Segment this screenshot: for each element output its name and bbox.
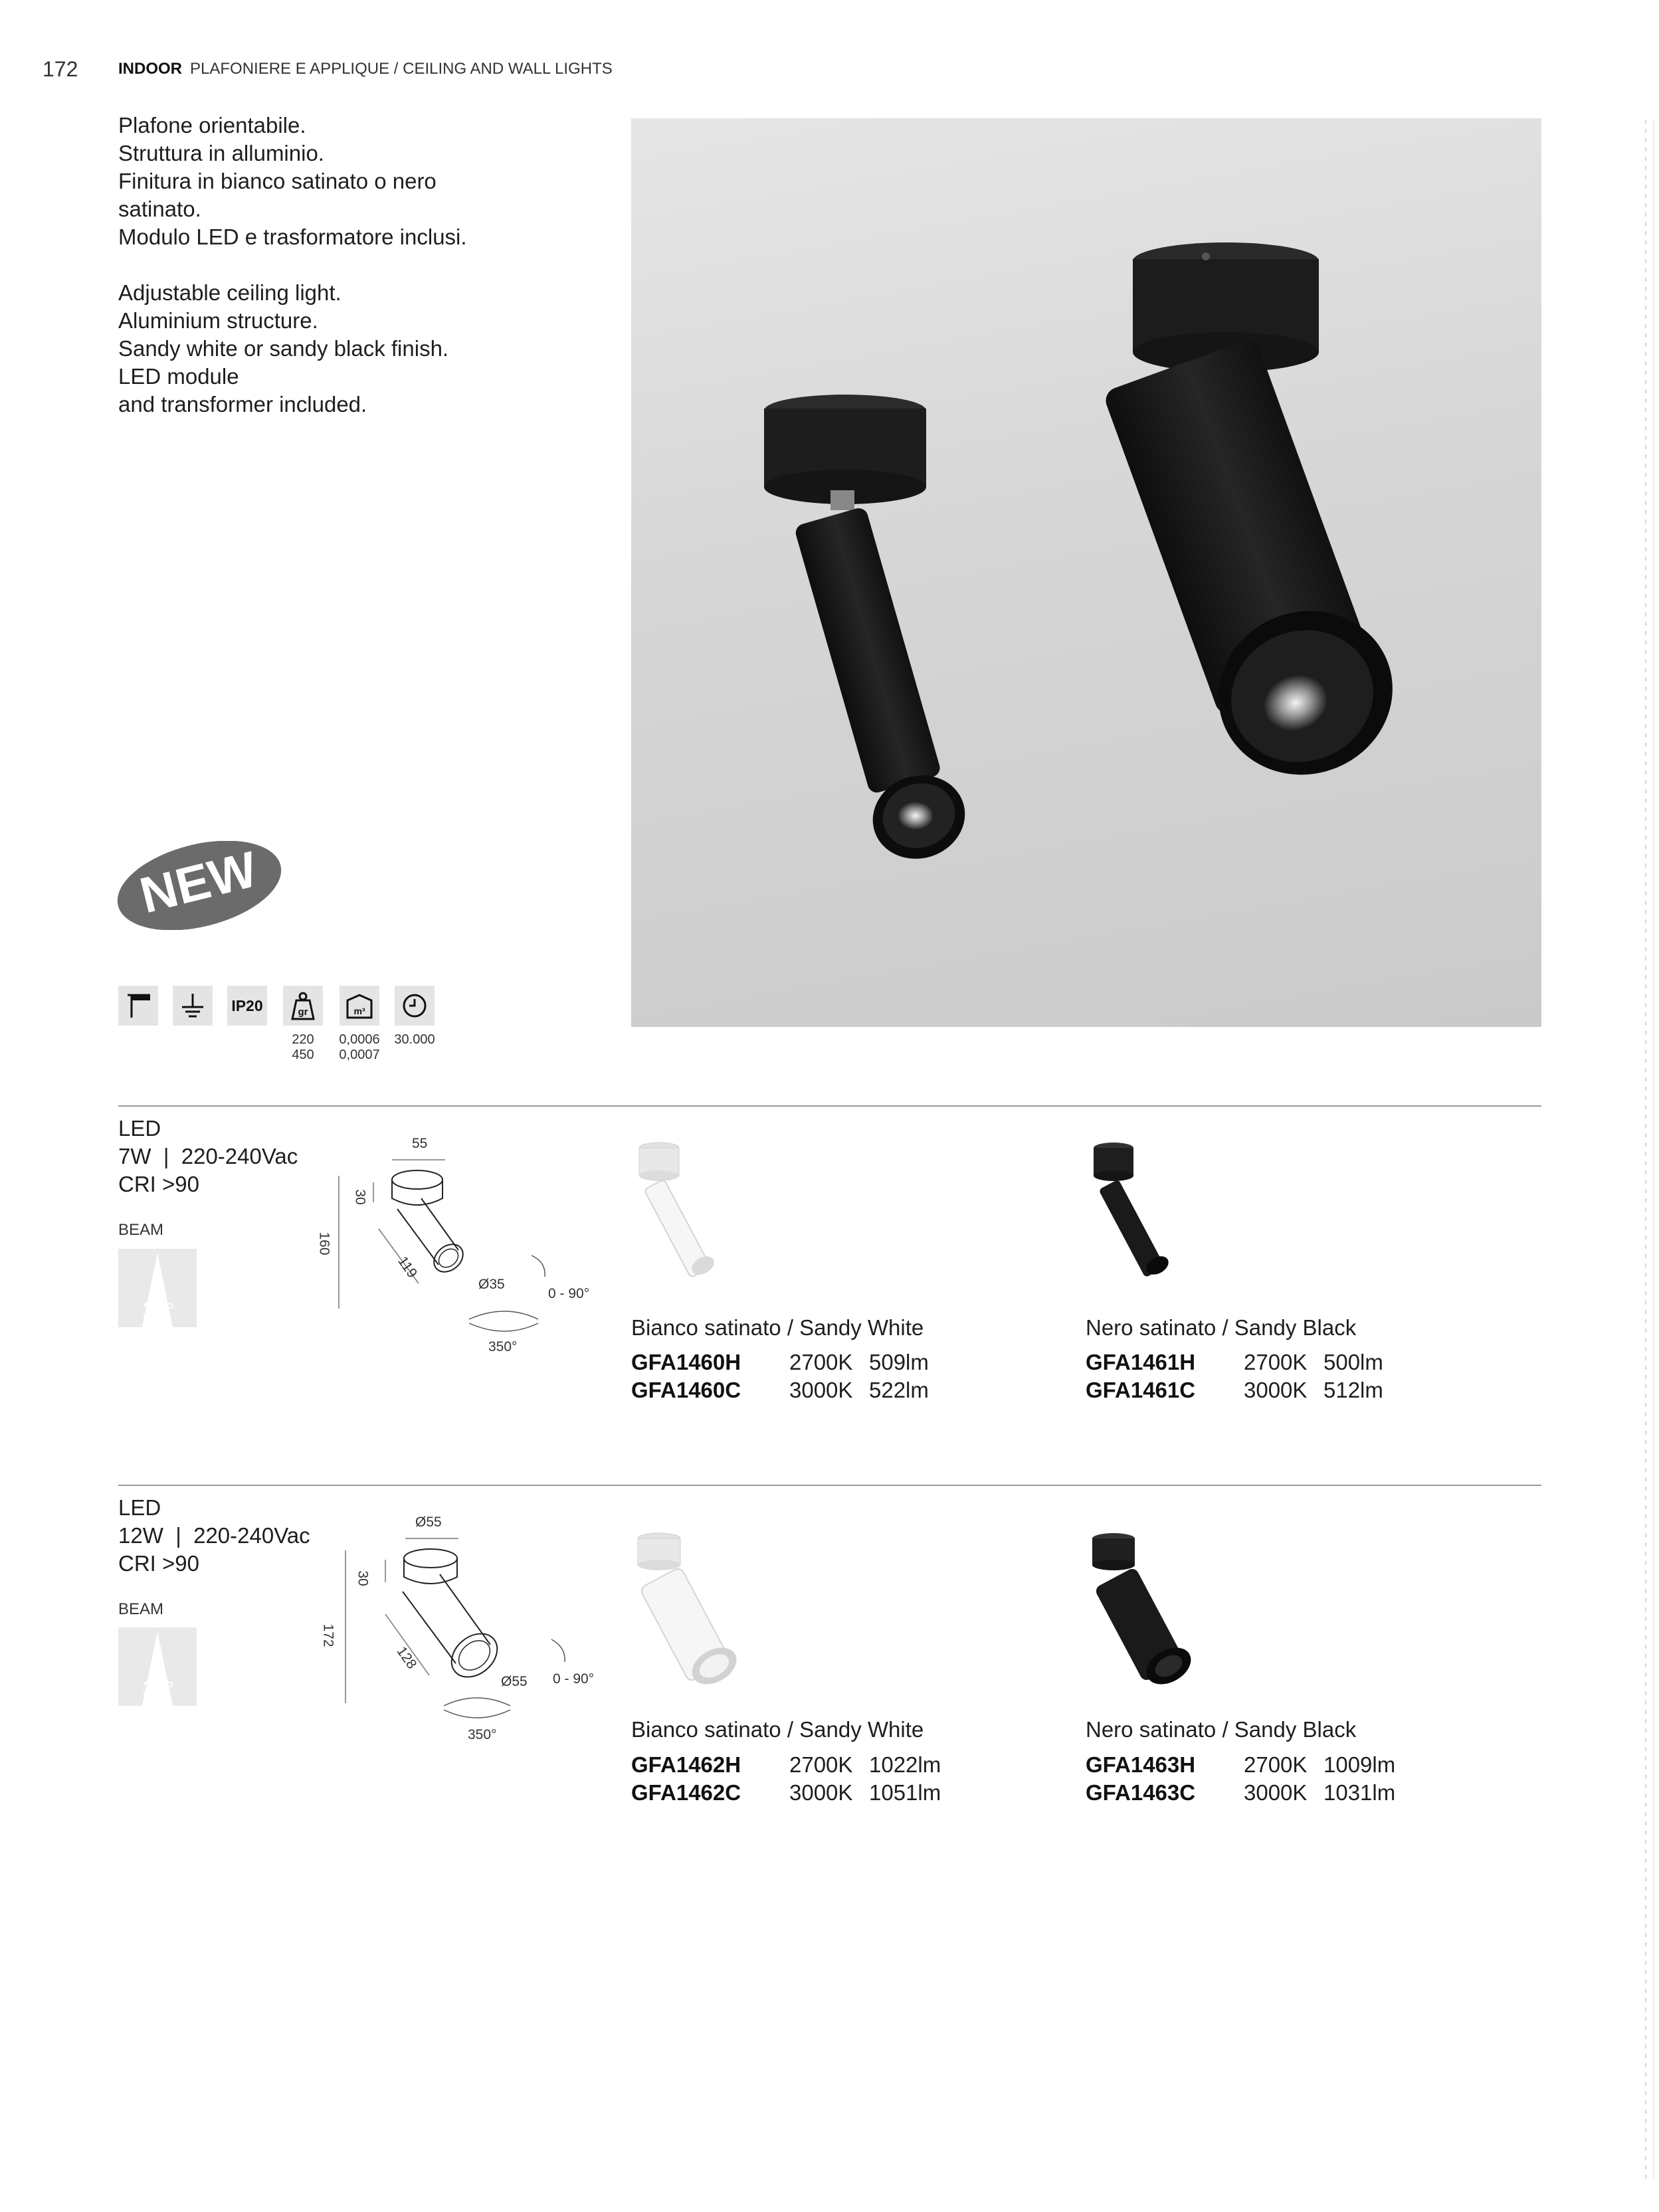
earth-ground-icon (173, 986, 213, 1026)
volume-value-text: 0,0006 0,0007 (339, 1032, 380, 1062)
lumen-output: 1022lm (869, 1752, 941, 1777)
page-edge-marks (1632, 120, 1659, 2179)
dim-base-height: 30 (352, 1189, 368, 1205)
product-code: GFA1463H (1086, 1752, 1196, 1777)
product-code-row (1086, 1779, 1395, 1807)
description-line: Aluminium structure. (118, 308, 318, 333)
color-temperature: 2700K (1244, 1350, 1308, 1374)
dim-arm-length: 119 (395, 1253, 421, 1281)
dim-rotation: 350° (488, 1339, 518, 1354)
spec-line: CRI >90 (118, 1172, 199, 1196)
product-code: GFA1461C (1086, 1378, 1196, 1402)
spec-block (118, 1494, 310, 1578)
lifetime-values: 30.000 (394, 1032, 435, 1047)
page-number: 172 (43, 57, 78, 81)
weight-icon (283, 986, 323, 1026)
color-temperature: 2700K (789, 1350, 853, 1374)
dim-rotation: 350° (468, 1727, 497, 1742)
product-description (118, 112, 467, 418)
lumen-output: 500lm (1323, 1350, 1383, 1374)
color-temperature: 3000K (789, 1378, 853, 1402)
description-italian (118, 112, 467, 251)
beam-label: BEAM (118, 1221, 164, 1239)
color-temperature: 3000K (1244, 1378, 1308, 1402)
weight-values (276, 1032, 330, 1063)
product-thumbnail-black (1086, 1532, 1199, 1691)
description-english (118, 279, 467, 418)
beam-angle-value: 38° (142, 1299, 175, 1323)
lumen-output: 509lm (869, 1350, 929, 1374)
product-code-row (631, 1779, 941, 1807)
beam-label: BEAM (118, 1600, 164, 1618)
product-code-row (631, 1376, 929, 1404)
color-temperature: 2700K (1244, 1752, 1308, 1777)
description-line: Finitura in bianco satinato o nero (118, 169, 437, 193)
spec-line: CRI >90 (118, 1551, 199, 1576)
technical-drawing (320, 1508, 618, 1742)
description-line: LED module (118, 364, 239, 389)
color-temperature: 2700K (789, 1752, 853, 1777)
spec-line: 12W | 220-240Vac (118, 1523, 310, 1548)
spec-block (118, 1115, 298, 1198)
volume-icon (340, 986, 379, 1026)
section-divider (118, 1105, 1541, 1107)
new-badge-text: NEW (134, 841, 263, 925)
product-code: GFA1462C (631, 1780, 741, 1805)
dim-base-height: 30 (355, 1570, 371, 1586)
description-line: and transformer included. (118, 392, 367, 416)
ip20-icon: IP20 (227, 986, 267, 1026)
technical-drawing (312, 1129, 605, 1355)
section-label: INDOOR (118, 60, 182, 78)
variant-finish-title: Bianco satinato / Sandy White (631, 1315, 924, 1340)
lumen-output: 1051lm (869, 1780, 941, 1805)
product-thumbnail-white (631, 1532, 744, 1691)
description-line: Sandy white or sandy black finish. (118, 336, 449, 361)
product-photo (631, 118, 1541, 1027)
new-badge (114, 841, 284, 930)
description-line: satinato. (118, 197, 201, 221)
color-temperature: 3000K (1244, 1780, 1308, 1805)
product-code-row (631, 1348, 929, 1376)
lumen-output: 512lm (1323, 1378, 1383, 1402)
product-code-row (631, 1751, 941, 1779)
dim-diameter: Ø55 (501, 1674, 528, 1689)
beam-angle-graphic (118, 1249, 197, 1327)
category-label: PLAFONIERE E APPLIQUE / CEILING AND WALL LIGHTS (190, 60, 613, 78)
product-thumbnail-black (1086, 1141, 1185, 1287)
color-temperature: 3000K (789, 1780, 853, 1805)
product-code: GFA1460H (631, 1350, 741, 1374)
dim-width: 55 (412, 1136, 428, 1151)
description-line: Modulo LED e trasformatore inclusi. (118, 225, 467, 249)
product-code-row (1086, 1376, 1383, 1404)
lumen-output: 522lm (869, 1378, 929, 1402)
product-code: GFA1460C (631, 1378, 741, 1402)
variant-finish-title: Nero satinato / Sandy Black (1086, 1717, 1357, 1742)
product-code: GFA1463C (1086, 1780, 1196, 1805)
dim-diameter: Ø35 (478, 1277, 505, 1292)
spec-line: LED (118, 1116, 161, 1141)
description-line: Struttura in alluminio. (118, 141, 324, 165)
variant-finish-title: Bianco satinato / Sandy White (631, 1717, 924, 1742)
product-thumbnail-white (631, 1141, 731, 1287)
beam-angle-graphic (118, 1627, 197, 1706)
ceiling-mount-icon (118, 986, 158, 1026)
description-line: Plafone orientabile. (118, 113, 306, 138)
volume-values (333, 1032, 386, 1063)
lumen-output: 1009lm (1323, 1752, 1396, 1777)
product-code-row (1086, 1751, 1395, 1779)
weight-icon-label: gr (298, 1006, 308, 1018)
dim-tilt: 0 - 90° (548, 1286, 590, 1301)
spec-line: LED (118, 1495, 161, 1520)
dim-width: Ø55 (415, 1515, 442, 1530)
lifetime-clock-icon (395, 986, 435, 1026)
spec-line: 7W | 220-240Vac (118, 1144, 298, 1168)
section-divider (118, 1485, 1541, 1486)
dim-total-height: 160 (316, 1232, 332, 1255)
lumen-output: 1031lm (1323, 1780, 1396, 1805)
product-code: GFA1461H (1086, 1350, 1196, 1374)
volume-icon-label: m³ (353, 1006, 365, 1016)
weight-value-text: 220 450 (292, 1032, 314, 1062)
dim-total-height: 172 (320, 1623, 336, 1647)
variant-finish-title: Nero satinato / Sandy Black (1086, 1315, 1357, 1340)
dim-arm-length: 128 (393, 1643, 420, 1672)
dim-tilt: 0 - 90° (553, 1671, 595, 1687)
section-breadcrumb (118, 60, 613, 78)
ceiling-lights-image (631, 118, 1541, 1027)
product-code-row (1086, 1348, 1383, 1376)
description-line: Adjustable ceiling light. (118, 280, 342, 305)
beam-angle-value: 38° (142, 1677, 175, 1701)
product-code: GFA1462H (631, 1752, 741, 1777)
